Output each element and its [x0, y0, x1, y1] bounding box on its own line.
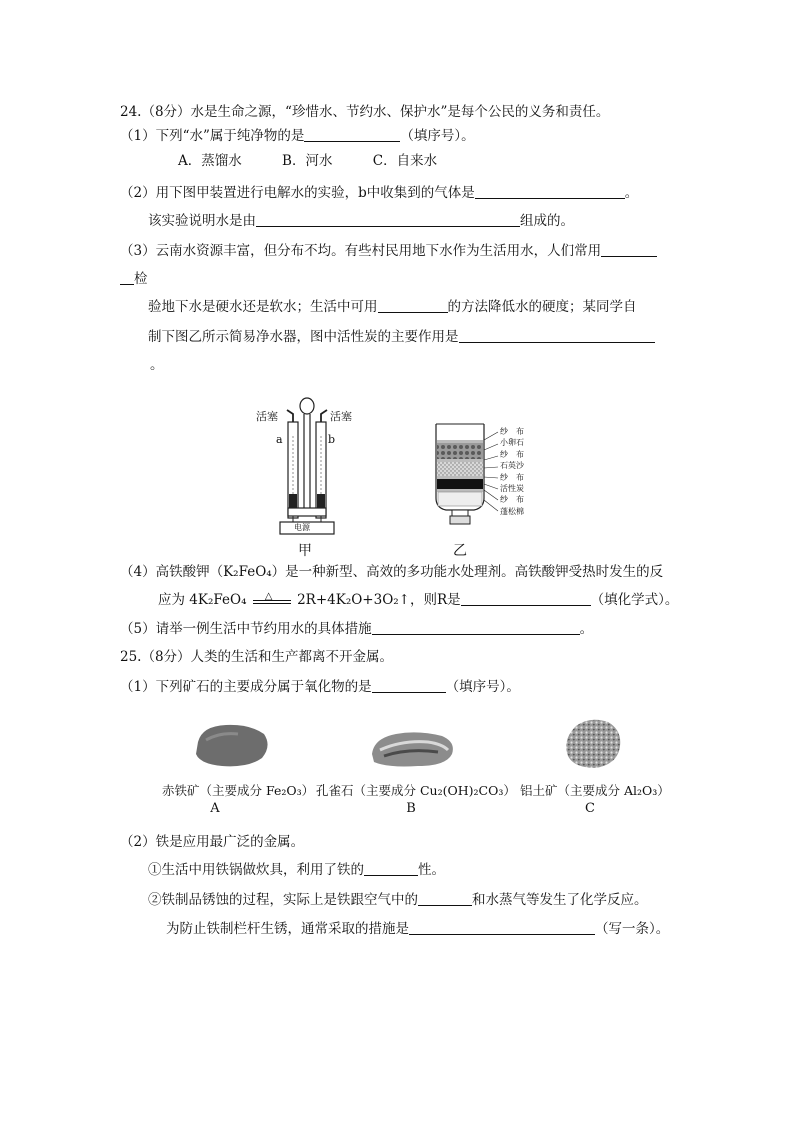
q24-part3-line4: 制下图乙所示简易净水器，图中活性炭的主要作用是	[148, 328, 655, 346]
layer-label: 纱 布	[500, 427, 524, 436]
q24-part3-line2: 检	[120, 270, 148, 288]
ore-letter-a: A	[210, 801, 220, 816]
choice-a: A．蒸馏水	[178, 153, 242, 169]
q24-part3-line3: 验地下水是硬水还是软水；生活中可用 的方法降低水的硬度；某同学自	[148, 299, 637, 315]
q25-part2-c: 为防止铁制栏杆生锈，通常采取的措施是 （写一条）。	[166, 921, 670, 937]
q24-part3-line1: （3）云南水资源丰富，但分布不均。有些村民用地下水作为生活用水，人们常用	[120, 242, 657, 260]
choice-c: C．自来水	[372, 153, 438, 169]
layer-label: 纱 布	[500, 495, 524, 505]
figure-jia-label: 甲	[298, 543, 312, 559]
tube-b-label: b	[328, 433, 336, 446]
answer-blank[interactable]	[418, 891, 472, 906]
tube-a-label: a	[276, 433, 283, 446]
ore-letter-b: B	[406, 801, 416, 816]
q24-part5: （5）请举一例生活中节约用水的具体措施 。	[120, 621, 594, 637]
ore-letter-c: C	[585, 801, 595, 816]
q24-header: 24.（8分）水是生命之源，“珍惜水、节约水、保护水”是每个公民的义务和责任。	[120, 104, 610, 120]
bauxite-ore-image	[560, 716, 626, 772]
valve-label-left: 活塞	[256, 410, 278, 423]
answer-blank[interactable]	[475, 184, 625, 199]
layer-label: 纱 布	[500, 449, 524, 459]
layer-label: 石英沙	[500, 461, 524, 471]
ore-caption-c: 铝土矿（主要成分 Al₂O₃）	[520, 783, 670, 798]
q25-part1: （1）下列矿石的主要成分属于氧化物的是 （填序号）。	[120, 679, 520, 695]
heat-condition-sign: △	[253, 592, 291, 606]
figure-yi-label: 乙	[453, 543, 467, 559]
q24-choices	[178, 152, 473, 170]
q25-part2-b: ②铁制品锈蚀的过程，实际上是铁跟空气中的 和水蒸气等发生了化学反应。	[148, 892, 648, 908]
hematite-ore-image	[192, 722, 272, 770]
answer-blank[interactable]	[304, 127, 400, 142]
answer-blank[interactable]	[372, 678, 446, 693]
answer-blank[interactable]	[409, 920, 595, 935]
valve-label-right: 活塞	[330, 410, 352, 423]
answer-blank[interactable]	[364, 861, 418, 876]
layer-label: 小卵石	[500, 438, 524, 448]
answer-blank[interactable]	[372, 620, 580, 635]
power-label: 电源	[294, 523, 310, 532]
choice-b: B．河水	[282, 153, 333, 169]
layer-label: 蓬松棉	[500, 506, 524, 516]
layer-label: 纱 布	[500, 472, 524, 482]
q24-part4-line1: （4）高铁酸钾（K₂FeO₄）是一种新型、高效的多功能水处理剂。高铁酸钾受热时发生的反	[120, 564, 664, 580]
q25-part2-header: （2）铁是应用最广泛的金属。	[120, 834, 305, 850]
ore-caption-a: 赤铁矿（主要成分 Fe₂O₃）	[162, 783, 315, 798]
malachite-ore-image	[368, 726, 458, 770]
q24-part3-line5: 。	[150, 357, 164, 373]
answer-blank[interactable]	[461, 591, 591, 606]
q25-header: 25.（8分）人类的生活和生产都离不开金属。	[120, 649, 394, 665]
answer-blank[interactable]	[459, 328, 655, 343]
ore-caption-b: 孔雀石（主要成分 Cu₂(OH)₂CO₃）	[316, 783, 516, 798]
answer-blank[interactable]	[120, 270, 134, 285]
answer-blank[interactable]	[256, 212, 520, 227]
answer-blank[interactable]	[601, 242, 657, 257]
layer-label: 活性炭	[500, 484, 524, 494]
q25-part2-a: ①生活中用铁锅做炊具，利用了铁的 性。	[148, 862, 445, 878]
q24-part1: （1）下列“水”属于纯净物的是 （填序号）。	[120, 128, 475, 144]
q24-part2-line1: （2）用下图甲装置进行电解水的实验，b中收集到的气体是 。	[120, 185, 639, 201]
purifier-layer-labels	[500, 426, 524, 517]
q24-part2-line2: 该实验说明水是由 组成的。	[148, 213, 574, 229]
answer-blank[interactable]	[378, 298, 448, 313]
q24-part4-line2: 应为 4K₂FeO₄ △ 2R+4K₂O+3O₂↑，则R是 （填化学式）。	[158, 591, 679, 608]
